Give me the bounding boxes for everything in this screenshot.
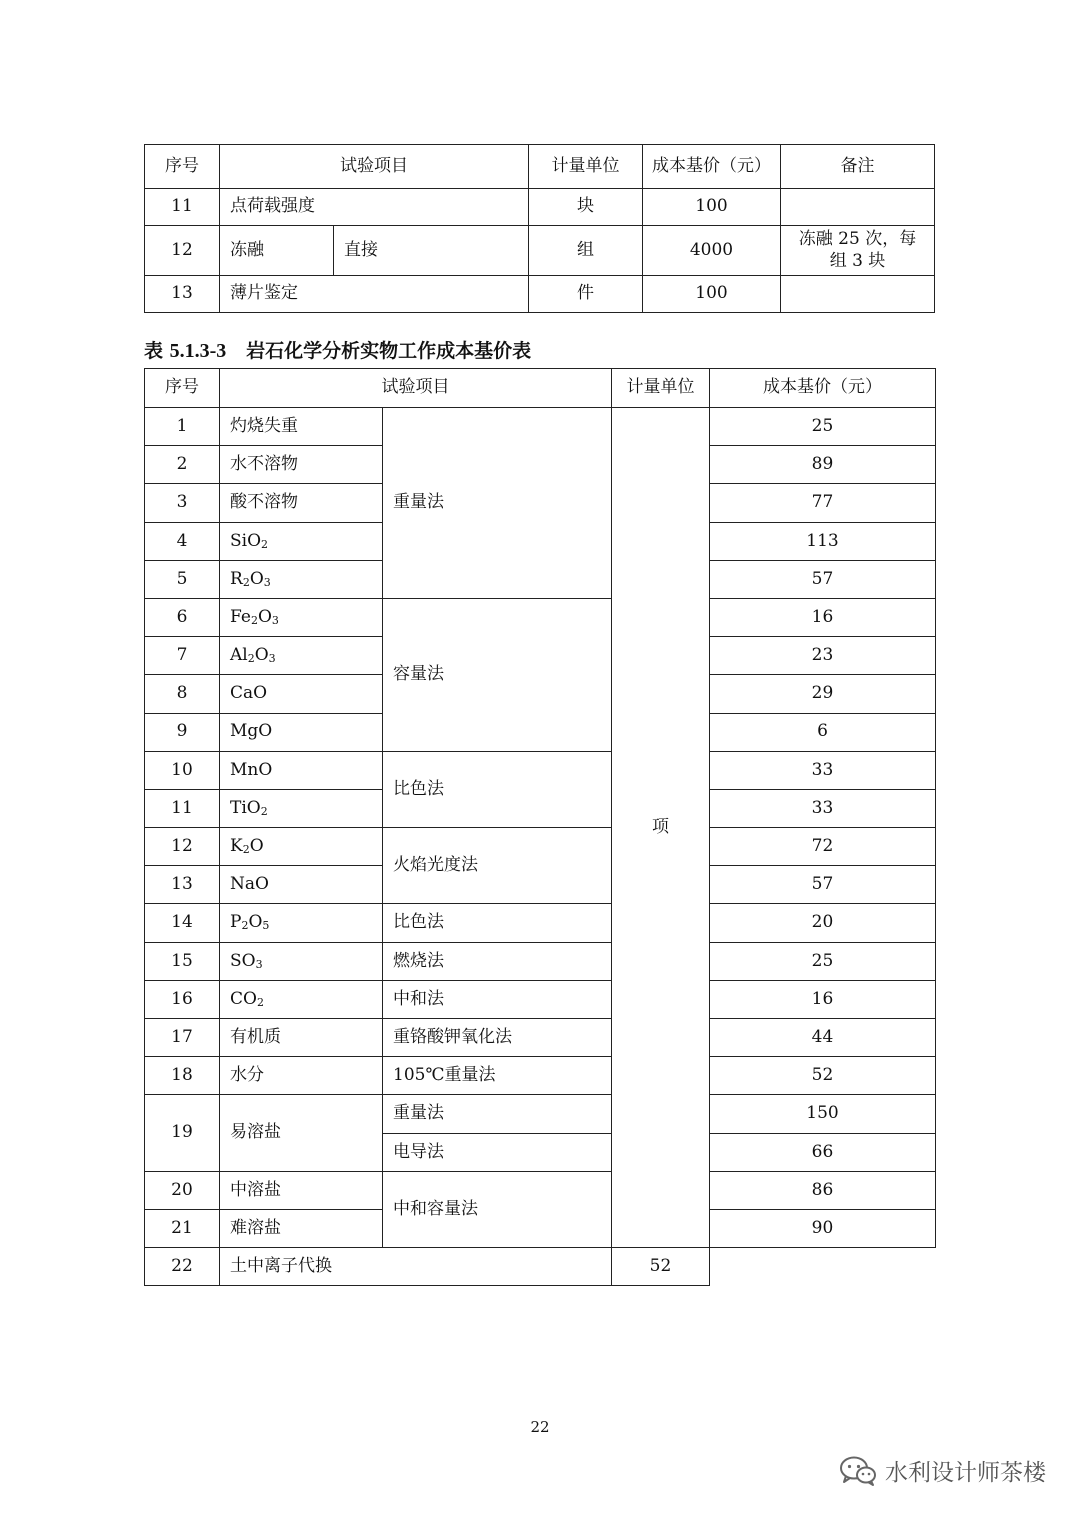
header-price: 成本基价（元）	[710, 369, 936, 408]
table-header-row	[145, 369, 936, 408]
row-price: 100	[643, 189, 781, 226]
row-price: 16	[710, 980, 936, 1018]
row-method: 中和法	[383, 980, 612, 1018]
row-method: 中和容量法	[383, 1171, 612, 1247]
row-no: 14	[145, 904, 220, 942]
table-row	[145, 980, 936, 1018]
row-unit: 块	[529, 189, 643, 226]
row-price: 25	[710, 942, 936, 980]
table-row	[145, 1171, 936, 1209]
row-price: 23	[710, 637, 936, 675]
row-no: 7	[145, 637, 220, 675]
row-price: 113	[710, 522, 936, 560]
header-price: 成本基价（元）	[643, 145, 781, 189]
row-note	[781, 189, 935, 226]
header-no: 序号	[145, 369, 220, 408]
row-method: 重量法	[383, 408, 612, 599]
row-no: 11	[145, 789, 220, 827]
row-price: 44	[710, 1019, 936, 1057]
row-item: NaO	[220, 866, 383, 904]
row-item: 点荷载强度	[220, 189, 529, 226]
formula-subscript: 3	[263, 575, 271, 589]
caption-prefix: 表	[144, 340, 170, 362]
row-no: 18	[145, 1057, 220, 1095]
row-item: 冻融	[220, 226, 334, 276]
formula-main: TiO	[230, 797, 261, 818]
row-no: 19	[145, 1095, 220, 1171]
table-row	[145, 189, 935, 226]
row-no: 2	[145, 446, 220, 484]
formula-subscript: 2	[241, 919, 249, 933]
row-method: 105℃重量法	[383, 1057, 612, 1095]
watermark	[839, 1454, 1046, 1487]
row-item	[220, 942, 383, 980]
table-row	[145, 276, 935, 313]
table-continued	[144, 144, 935, 313]
row-item: 灼烧失重	[220, 408, 383, 446]
row-note	[781, 226, 935, 276]
row-price: 33	[710, 789, 936, 827]
formula-main: P	[230, 912, 242, 933]
row-price: 4000	[643, 226, 781, 276]
row-item: 薄片鉴定	[220, 276, 529, 313]
row-no: 11	[145, 189, 220, 226]
row-price: 72	[710, 828, 936, 866]
row-price: 25	[710, 408, 936, 446]
row-method: 比色法	[383, 751, 612, 827]
formula-subscript: 2	[250, 613, 258, 627]
row-price: 33	[710, 751, 936, 789]
formula-main: Al	[230, 645, 248, 666]
row-price: 6	[710, 713, 936, 751]
row-method: 容量法	[383, 598, 612, 751]
row-method: 火焰光度法	[383, 828, 612, 904]
row-no: 16	[145, 980, 220, 1018]
formula-subscript: 2	[260, 804, 268, 818]
row-no: 12	[145, 828, 220, 866]
row-note-line: 组 3 块	[829, 250, 886, 271]
row-no: 15	[145, 942, 220, 980]
wechat-icon	[839, 1455, 877, 1487]
row-price: 90	[710, 1209, 936, 1247]
row-unit: 件	[529, 276, 643, 313]
row-method: 重量法	[383, 1095, 612, 1133]
caption-title: 岩石化学分析实物工作成本基价表	[246, 340, 532, 362]
row-item	[220, 637, 383, 675]
row-method: 直接	[334, 226, 529, 276]
formula-main: CO	[230, 988, 257, 1009]
formula-tail: O	[249, 568, 264, 589]
row-no: 3	[145, 484, 220, 522]
row-unit: 项	[612, 408, 710, 1248]
row-item	[220, 980, 383, 1018]
row-item: 水不溶物	[220, 446, 383, 484]
row-price: 16	[710, 598, 936, 636]
table-row	[145, 598, 936, 636]
formula-subscript: 2	[242, 843, 250, 857]
row-no: 13	[145, 866, 220, 904]
row-price: 66	[710, 1133, 936, 1171]
table-row	[145, 408, 936, 446]
formula-subscript: 3	[271, 613, 279, 627]
row-item: CaO	[220, 675, 383, 713]
row-price: 57	[710, 560, 936, 598]
table-row	[145, 942, 936, 980]
row-item	[220, 522, 383, 560]
row-price: 20	[710, 904, 936, 942]
row-no: 13	[145, 276, 220, 313]
formula-subscript: 3	[255, 957, 263, 971]
formula-main: Fe	[230, 606, 251, 627]
header-unit: 计量单位	[612, 369, 710, 408]
row-no: 6	[145, 598, 220, 636]
formula-subscript: 2	[256, 995, 264, 1009]
row-item: MgO	[220, 713, 383, 751]
row-item: 有机质	[220, 1019, 383, 1057]
row-price: 89	[710, 446, 936, 484]
row-unit: 组	[529, 226, 643, 276]
row-note-line: 冻融 25 次，每	[798, 229, 917, 250]
row-item	[220, 789, 383, 827]
row-item	[220, 904, 383, 942]
formula-tail: O	[248, 912, 263, 933]
formula-subscript: 5	[262, 919, 270, 933]
table-row	[145, 1019, 936, 1057]
row-item: 土中离子代换	[220, 1248, 612, 1286]
row-note	[781, 276, 935, 313]
formula-tail: O	[257, 606, 272, 627]
row-no: 9	[145, 713, 220, 751]
row-item	[220, 598, 383, 636]
row-method: 电导法	[383, 1133, 612, 1171]
table-header-row	[145, 145, 935, 189]
formula-tail: O	[254, 645, 269, 666]
row-price: 57	[710, 866, 936, 904]
row-no: 21	[145, 1209, 220, 1247]
row-no: 5	[145, 560, 220, 598]
table-row	[145, 828, 936, 866]
row-price: 100	[643, 276, 781, 313]
formula-main: SiO	[230, 530, 262, 551]
rock-chemical-analysis-table	[144, 368, 936, 1286]
header-note: 备注	[781, 145, 935, 189]
formula-main: SO	[230, 950, 256, 971]
page-number: 22	[530, 1418, 550, 1436]
formula-main: R	[230, 568, 243, 589]
table-row	[145, 226, 935, 276]
row-item: 水分	[220, 1057, 383, 1095]
table-row	[145, 904, 936, 942]
row-item	[220, 828, 383, 866]
row-price: 29	[710, 675, 936, 713]
table-row	[145, 1095, 936, 1133]
row-no: 17	[145, 1019, 220, 1057]
caption-number: 5.1.3-3	[169, 340, 227, 362]
row-no: 12	[145, 226, 220, 276]
row-no: 22	[145, 1248, 220, 1286]
header-unit: 计量单位	[529, 145, 643, 189]
row-no: 1	[145, 408, 220, 446]
row-price: 77	[710, 484, 936, 522]
header-item: 试验项目	[220, 145, 529, 189]
row-method: 比色法	[383, 904, 612, 942]
table-row	[145, 1057, 936, 1095]
header-no: 序号	[145, 145, 220, 189]
formula-subscript: 3	[268, 652, 276, 666]
row-price: 150	[710, 1095, 936, 1133]
row-no: 8	[145, 675, 220, 713]
formula-subscript: 2	[242, 575, 250, 589]
formula-main: K	[230, 836, 243, 857]
row-item: 酸不溶物	[220, 484, 383, 522]
row-no: 10	[145, 751, 220, 789]
row-no: 4	[145, 522, 220, 560]
row-item: 难溶盐	[220, 1209, 383, 1247]
formula-subscript: 2	[261, 537, 269, 551]
formula-subscript: 2	[247, 652, 255, 666]
watermark-text: 水利设计师茶楼	[885, 1460, 1046, 1486]
table-row	[145, 1248, 936, 1286]
table-row	[145, 751, 936, 789]
row-item: 易溶盐	[220, 1095, 383, 1171]
row-method: 燃烧法	[383, 942, 612, 980]
row-item: 中溶盐	[220, 1171, 383, 1209]
table-caption	[144, 336, 531, 363]
row-method: 重铬酸钾氧化法	[383, 1019, 612, 1057]
row-item: MnO	[220, 751, 383, 789]
row-price: 86	[710, 1171, 936, 1209]
row-no: 20	[145, 1171, 220, 1209]
row-item	[220, 560, 383, 598]
formula-tail: O	[249, 836, 264, 857]
row-price: 52	[710, 1057, 936, 1095]
row-price: 52	[612, 1248, 710, 1286]
header-item: 试验项目	[220, 369, 612, 408]
